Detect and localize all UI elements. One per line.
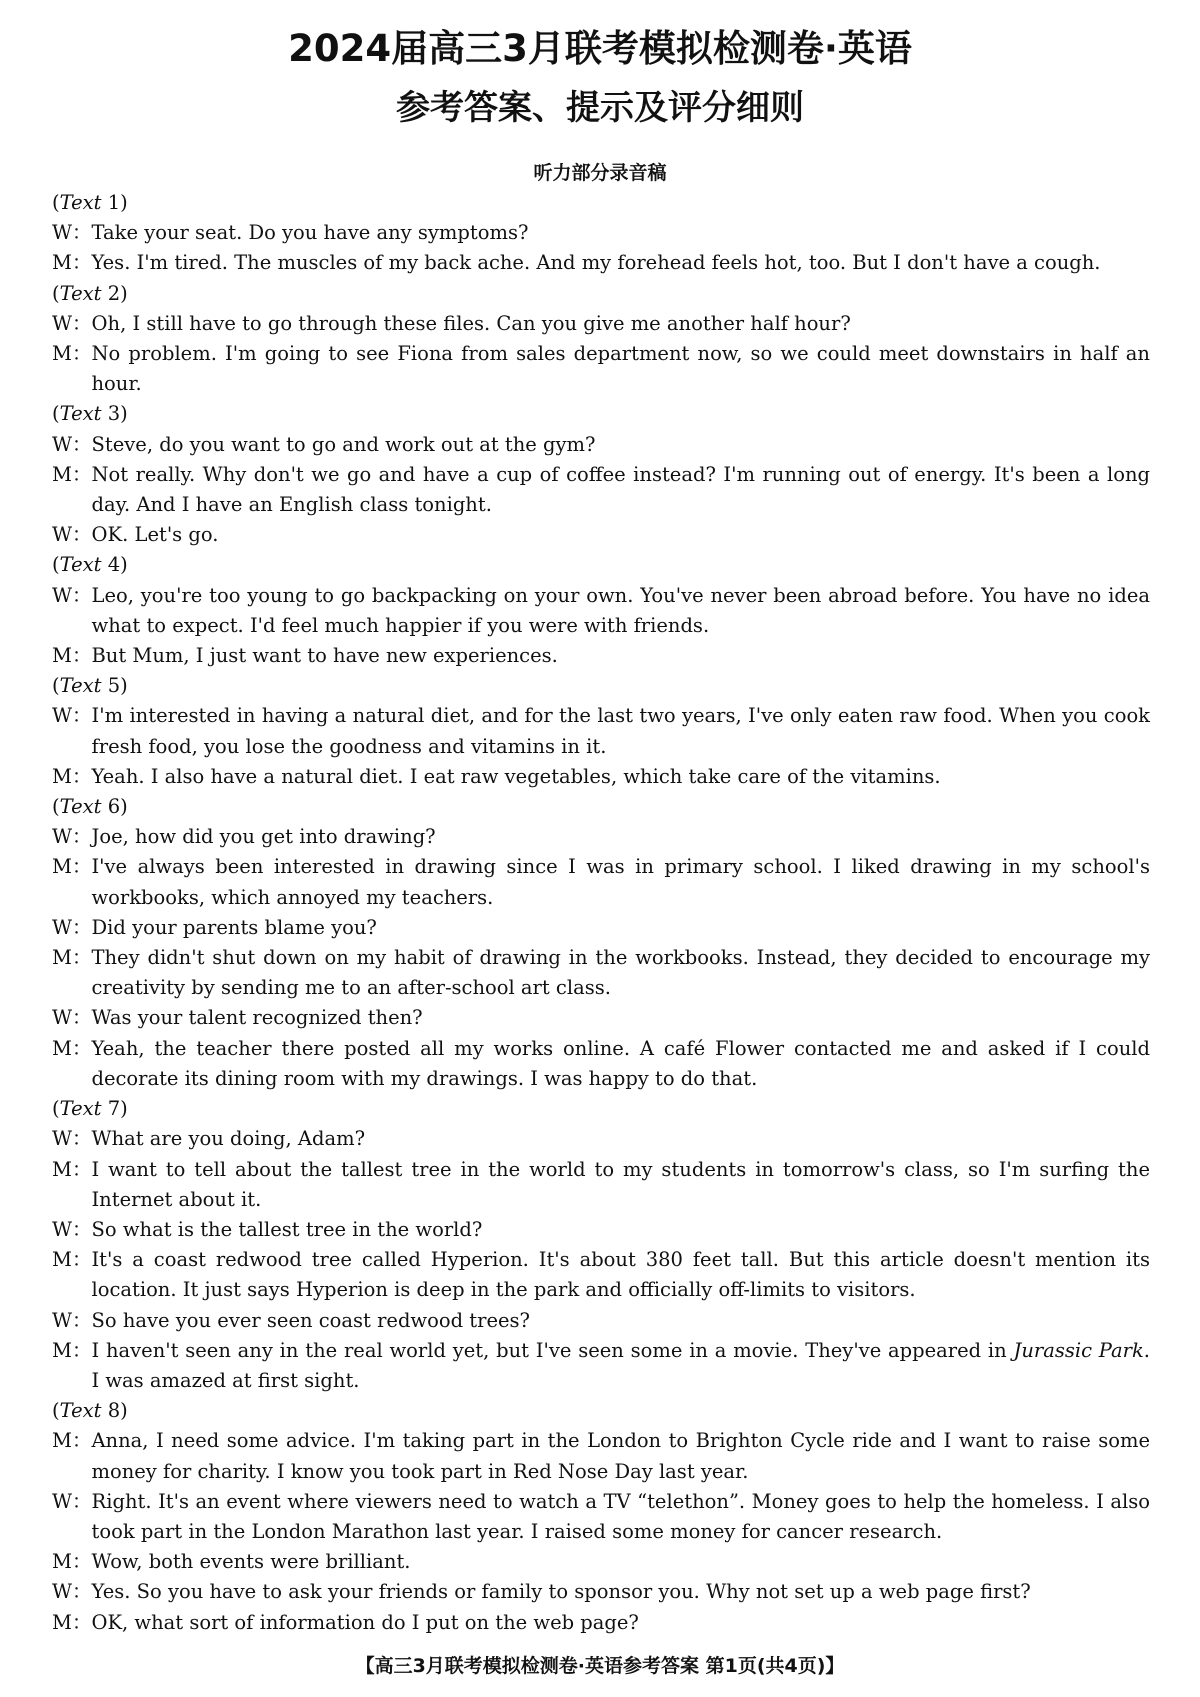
speaker-label: M： bbox=[52, 462, 92, 486]
utterance bbox=[92, 1487, 1150, 1547]
dialogue-line bbox=[52, 309, 1150, 339]
dialogue-line bbox=[52, 339, 1150, 399]
speaker-label: W： bbox=[52, 1580, 92, 1604]
dialogue-line bbox=[52, 822, 1150, 852]
utterance-text-after: . I was amazed at first sight. bbox=[91, 1338, 1150, 1392]
dialogue-line bbox=[52, 943, 1150, 1003]
utterance bbox=[91, 1336, 1150, 1396]
speaker-label: M： bbox=[52, 1036, 92, 1060]
dialogue-line bbox=[52, 430, 1150, 460]
dialogue-line bbox=[52, 1336, 1150, 1396]
text-block-1 bbox=[52, 188, 1150, 279]
speaker-label: M： bbox=[52, 1338, 92, 1362]
text-block-4 bbox=[52, 550, 1150, 671]
speaker-label: M： bbox=[52, 1550, 92, 1574]
section-heading: 听力部分录音稿 bbox=[533, 162, 667, 184]
dialogue-line bbox=[52, 218, 1150, 248]
speaker-label: M： bbox=[52, 251, 92, 275]
text-label-number: 2 bbox=[107, 281, 121, 305]
utterance bbox=[91, 1155, 1150, 1215]
utterance-text: Yeah, the teacher there posted all my works online. A café Flower contacted me and asked if I could decorate its dining room with my drawings. I was happy to do that. bbox=[91, 1036, 1150, 1090]
utterance bbox=[92, 520, 1150, 550]
utterance-text: I want to tell about the tallest tree in the world to my students in tomorrow's class, so I'm surfing the Internet about it. bbox=[91, 1157, 1150, 1211]
page-title: 2024届高三3月联考模拟检测卷·英语 bbox=[288, 27, 912, 70]
utterance bbox=[92, 581, 1150, 641]
page-footer: 【高三3月联考模拟检测卷·英语参考答案 第1页(共4页)】 bbox=[355, 1655, 845, 1677]
utterance-text: Was your talent recognized then? bbox=[91, 1006, 423, 1030]
utterance-title: Jurassic Park bbox=[1013, 1338, 1144, 1362]
text-label-word: Text bbox=[59, 795, 102, 819]
dialogue-line bbox=[52, 1245, 1150, 1305]
dialogue-line bbox=[52, 1003, 1150, 1033]
text-label-word: Text bbox=[59, 553, 102, 577]
utterance-text: No problem. I'm going to see Fiona from sales department now, so we could meet downstairs in half an hour. bbox=[91, 342, 1150, 396]
utterance bbox=[92, 1124, 1150, 1154]
utterance-text: I'm interested in having a natural diet, and for the last two years, I've only eaten raw food. When you cook fresh food, you lose the goodness and vitamins in it. bbox=[91, 704, 1150, 758]
dialogue-line bbox=[52, 460, 1150, 520]
text-label-number: 5 bbox=[107, 674, 121, 698]
text-label: (Text 7) bbox=[52, 1097, 128, 1121]
text-label: (Text 5) bbox=[52, 674, 128, 698]
utterance bbox=[91, 248, 1150, 278]
dialogue-line bbox=[52, 1155, 1150, 1215]
utterance-text: Not really. Why don't we go and have a cup of coffee instead? I'm running out of energy. It's been a long day. And I have an English class tonight. bbox=[91, 462, 1150, 517]
dialogue-line bbox=[52, 520, 1150, 550]
text-label-number: 7 bbox=[107, 1097, 121, 1121]
utterance bbox=[91, 943, 1150, 1003]
speaker-label: W： bbox=[52, 311, 92, 335]
text-label-number: 6 bbox=[107, 795, 121, 819]
utterance-text: Yes. I'm tired. The muscles of my back ache. And my forehead feels hot, too. But I don't have a cough. bbox=[91, 251, 1101, 275]
utterance-text: Take your seat. Do you have any symptoms? bbox=[91, 221, 529, 245]
utterance bbox=[91, 1547, 1150, 1577]
text-label-word: Text bbox=[59, 281, 102, 305]
text-label-word: Text bbox=[59, 402, 102, 426]
text-label-word: Text bbox=[59, 1399, 102, 1423]
text-block-3 bbox=[52, 399, 1150, 550]
speaker-label: M： bbox=[52, 764, 92, 788]
speaker-label: W： bbox=[52, 1217, 92, 1241]
dialogue-line bbox=[52, 1034, 1150, 1094]
utterance-text: So have you ever seen coast redwood trees? bbox=[91, 1308, 530, 1332]
utterance bbox=[91, 460, 1150, 520]
dialogue-line bbox=[52, 641, 1150, 671]
utterance bbox=[92, 913, 1150, 943]
dialogue-line bbox=[52, 1487, 1150, 1547]
text-label: (Text 4) bbox=[52, 553, 128, 577]
text-label-word: Text bbox=[59, 674, 102, 698]
dialogue-line bbox=[52, 1306, 1150, 1336]
page-subtitle: 参考答案、提示及评分细则 bbox=[396, 88, 804, 128]
utterance bbox=[92, 701, 1150, 761]
dialogue-line bbox=[52, 1547, 1150, 1577]
speaker-label: W： bbox=[52, 583, 92, 607]
text-label: (Text 1) bbox=[52, 191, 128, 214]
utterance-text: Oh, I still have to go through these files. Can you give me another half hour? bbox=[91, 311, 851, 335]
text-label-number: 3 bbox=[107, 402, 121, 426]
text-block-8 bbox=[52, 1396, 1150, 1638]
listening-transcript bbox=[52, 188, 1150, 1638]
speaker-label: M： bbox=[52, 855, 92, 879]
dialogue-line bbox=[52, 913, 1150, 943]
utterance bbox=[91, 762, 1150, 792]
utterance-text: Yes. So you have to ask your friends or family to sponsor you. Why not set up a web page first? bbox=[91, 1580, 1031, 1604]
utterance-text: So what is the tallest tree in the world? bbox=[91, 1217, 483, 1241]
speaker-label: W： bbox=[52, 523, 92, 547]
speaker-label: W： bbox=[52, 704, 92, 728]
utterance-text: Leo, you're too young to go backpacking on your own. You've never been abroad before. You have no idea what to expect. I'd feel much happier if you were with friends. bbox=[91, 583, 1150, 637]
speaker-label: W： bbox=[52, 432, 92, 456]
utterance-text: Joe, how did you get into drawing? bbox=[91, 825, 436, 849]
utterance-text: But Mum, I just want to have new experiences. bbox=[91, 644, 558, 668]
utterance-text: Anna, I need some advice. I'm taking part in the London to Brighton Cycle ride and I want to raise some money for charity. I know you took part in Red Nose Day last year. bbox=[91, 1429, 1150, 1483]
speaker-label: W： bbox=[52, 1127, 92, 1151]
dialogue-line bbox=[52, 1577, 1150, 1607]
text-label: (Text 2) bbox=[52, 281, 128, 305]
text-label-number: 4 bbox=[107, 553, 121, 577]
text-block-5 bbox=[52, 671, 1150, 792]
utterance-text: Right. It's an event where viewers need to watch a TV “telethon”. Money goes to help the homeless. I also took part in the London Marathon last year. I raised some money for cancer research. bbox=[91, 1489, 1150, 1543]
utterance bbox=[91, 852, 1150, 912]
utterance bbox=[92, 309, 1150, 339]
speaker-label: W： bbox=[52, 1006, 92, 1030]
speaker-label: W： bbox=[52, 825, 92, 849]
speaker-label: W： bbox=[52, 1308, 92, 1332]
utterance-text: They didn't shut down on my habit of drawing in the workbooks. Instead, they decided to encourage my creativity by sending me to an after-school art class. bbox=[91, 946, 1150, 1000]
text-label-word: Text bbox=[59, 1097, 102, 1121]
dialogue-line bbox=[52, 248, 1150, 278]
speaker-label: M： bbox=[52, 342, 92, 366]
dialogue-line bbox=[52, 1608, 1150, 1638]
speaker-label: M： bbox=[52, 644, 92, 668]
dialogue-line bbox=[52, 762, 1150, 792]
utterance-text: Did your parents blame you? bbox=[91, 915, 377, 939]
text-block-6 bbox=[52, 792, 1150, 1094]
utterance-text: Wow, both events were brilliant. bbox=[91, 1550, 411, 1574]
text-label: (Text 6) bbox=[52, 795, 128, 819]
utterance-text: OK, what sort of information do I put on the web page? bbox=[91, 1610, 639, 1634]
text-label-word: Text bbox=[59, 191, 102, 214]
speaker-label: M： bbox=[52, 1429, 92, 1453]
utterance bbox=[92, 1306, 1150, 1336]
dialogue-line bbox=[52, 701, 1150, 761]
text-label-number: 1 bbox=[107, 191, 121, 214]
utterance-text: I haven't seen any in the real world yet, but I've seen some in a movie. They've appeared in bbox=[91, 1338, 1014, 1362]
utterance-text: OK. Let's go. bbox=[91, 523, 219, 547]
dialogue-line bbox=[52, 1426, 1150, 1486]
dialogue-line bbox=[52, 581, 1150, 641]
utterance-text: What are you doing, Adam? bbox=[91, 1127, 366, 1151]
utterance bbox=[91, 1245, 1150, 1305]
speaker-label: W： bbox=[52, 915, 92, 939]
utterance bbox=[92, 1215, 1150, 1245]
speaker-label: W： bbox=[52, 1489, 92, 1513]
utterance-text: I've always been interested in drawing since I was in primary school. I liked drawing in my school's workbooks, which annoyed my teachers. bbox=[91, 855, 1150, 909]
utterance bbox=[91, 1426, 1150, 1486]
utterance-text: Steve, do you want to go and work out at the gym? bbox=[91, 432, 596, 456]
speaker-label: M： bbox=[52, 1610, 92, 1634]
utterance bbox=[92, 1003, 1150, 1033]
utterance bbox=[91, 1608, 1150, 1638]
dialogue-line bbox=[52, 1215, 1150, 1245]
text-block-2 bbox=[52, 279, 1150, 400]
speaker-label: W： bbox=[52, 221, 92, 245]
speaker-label: M： bbox=[52, 946, 92, 970]
utterance bbox=[91, 1034, 1150, 1094]
dialogue-line bbox=[52, 852, 1150, 912]
utterance bbox=[91, 339, 1150, 399]
speaker-label: M： bbox=[52, 1157, 92, 1181]
utterance bbox=[91, 641, 1150, 671]
utterance bbox=[92, 218, 1150, 248]
text-label: (Text 8) bbox=[52, 1399, 128, 1423]
utterance-text: Yeah. I also have a natural diet. I eat raw vegetables, which take care of the vitamins. bbox=[91, 764, 941, 788]
text-label-number: 8 bbox=[107, 1399, 121, 1423]
dialogue-line bbox=[52, 1124, 1150, 1154]
utterance bbox=[92, 822, 1150, 852]
utterance bbox=[92, 1577, 1150, 1607]
speaker-label: M： bbox=[52, 1248, 92, 1272]
text-block-7 bbox=[52, 1094, 1150, 1396]
utterance bbox=[92, 430, 1150, 460]
utterance-text: It's a coast redwood tree called Hyperion. It's about 380 feet tall. But this article doesn't mention its location. It just says Hyperion is deep in the park and officially off-limits to visitors. bbox=[91, 1248, 1150, 1302]
text-label: (Text 3) bbox=[52, 402, 128, 426]
